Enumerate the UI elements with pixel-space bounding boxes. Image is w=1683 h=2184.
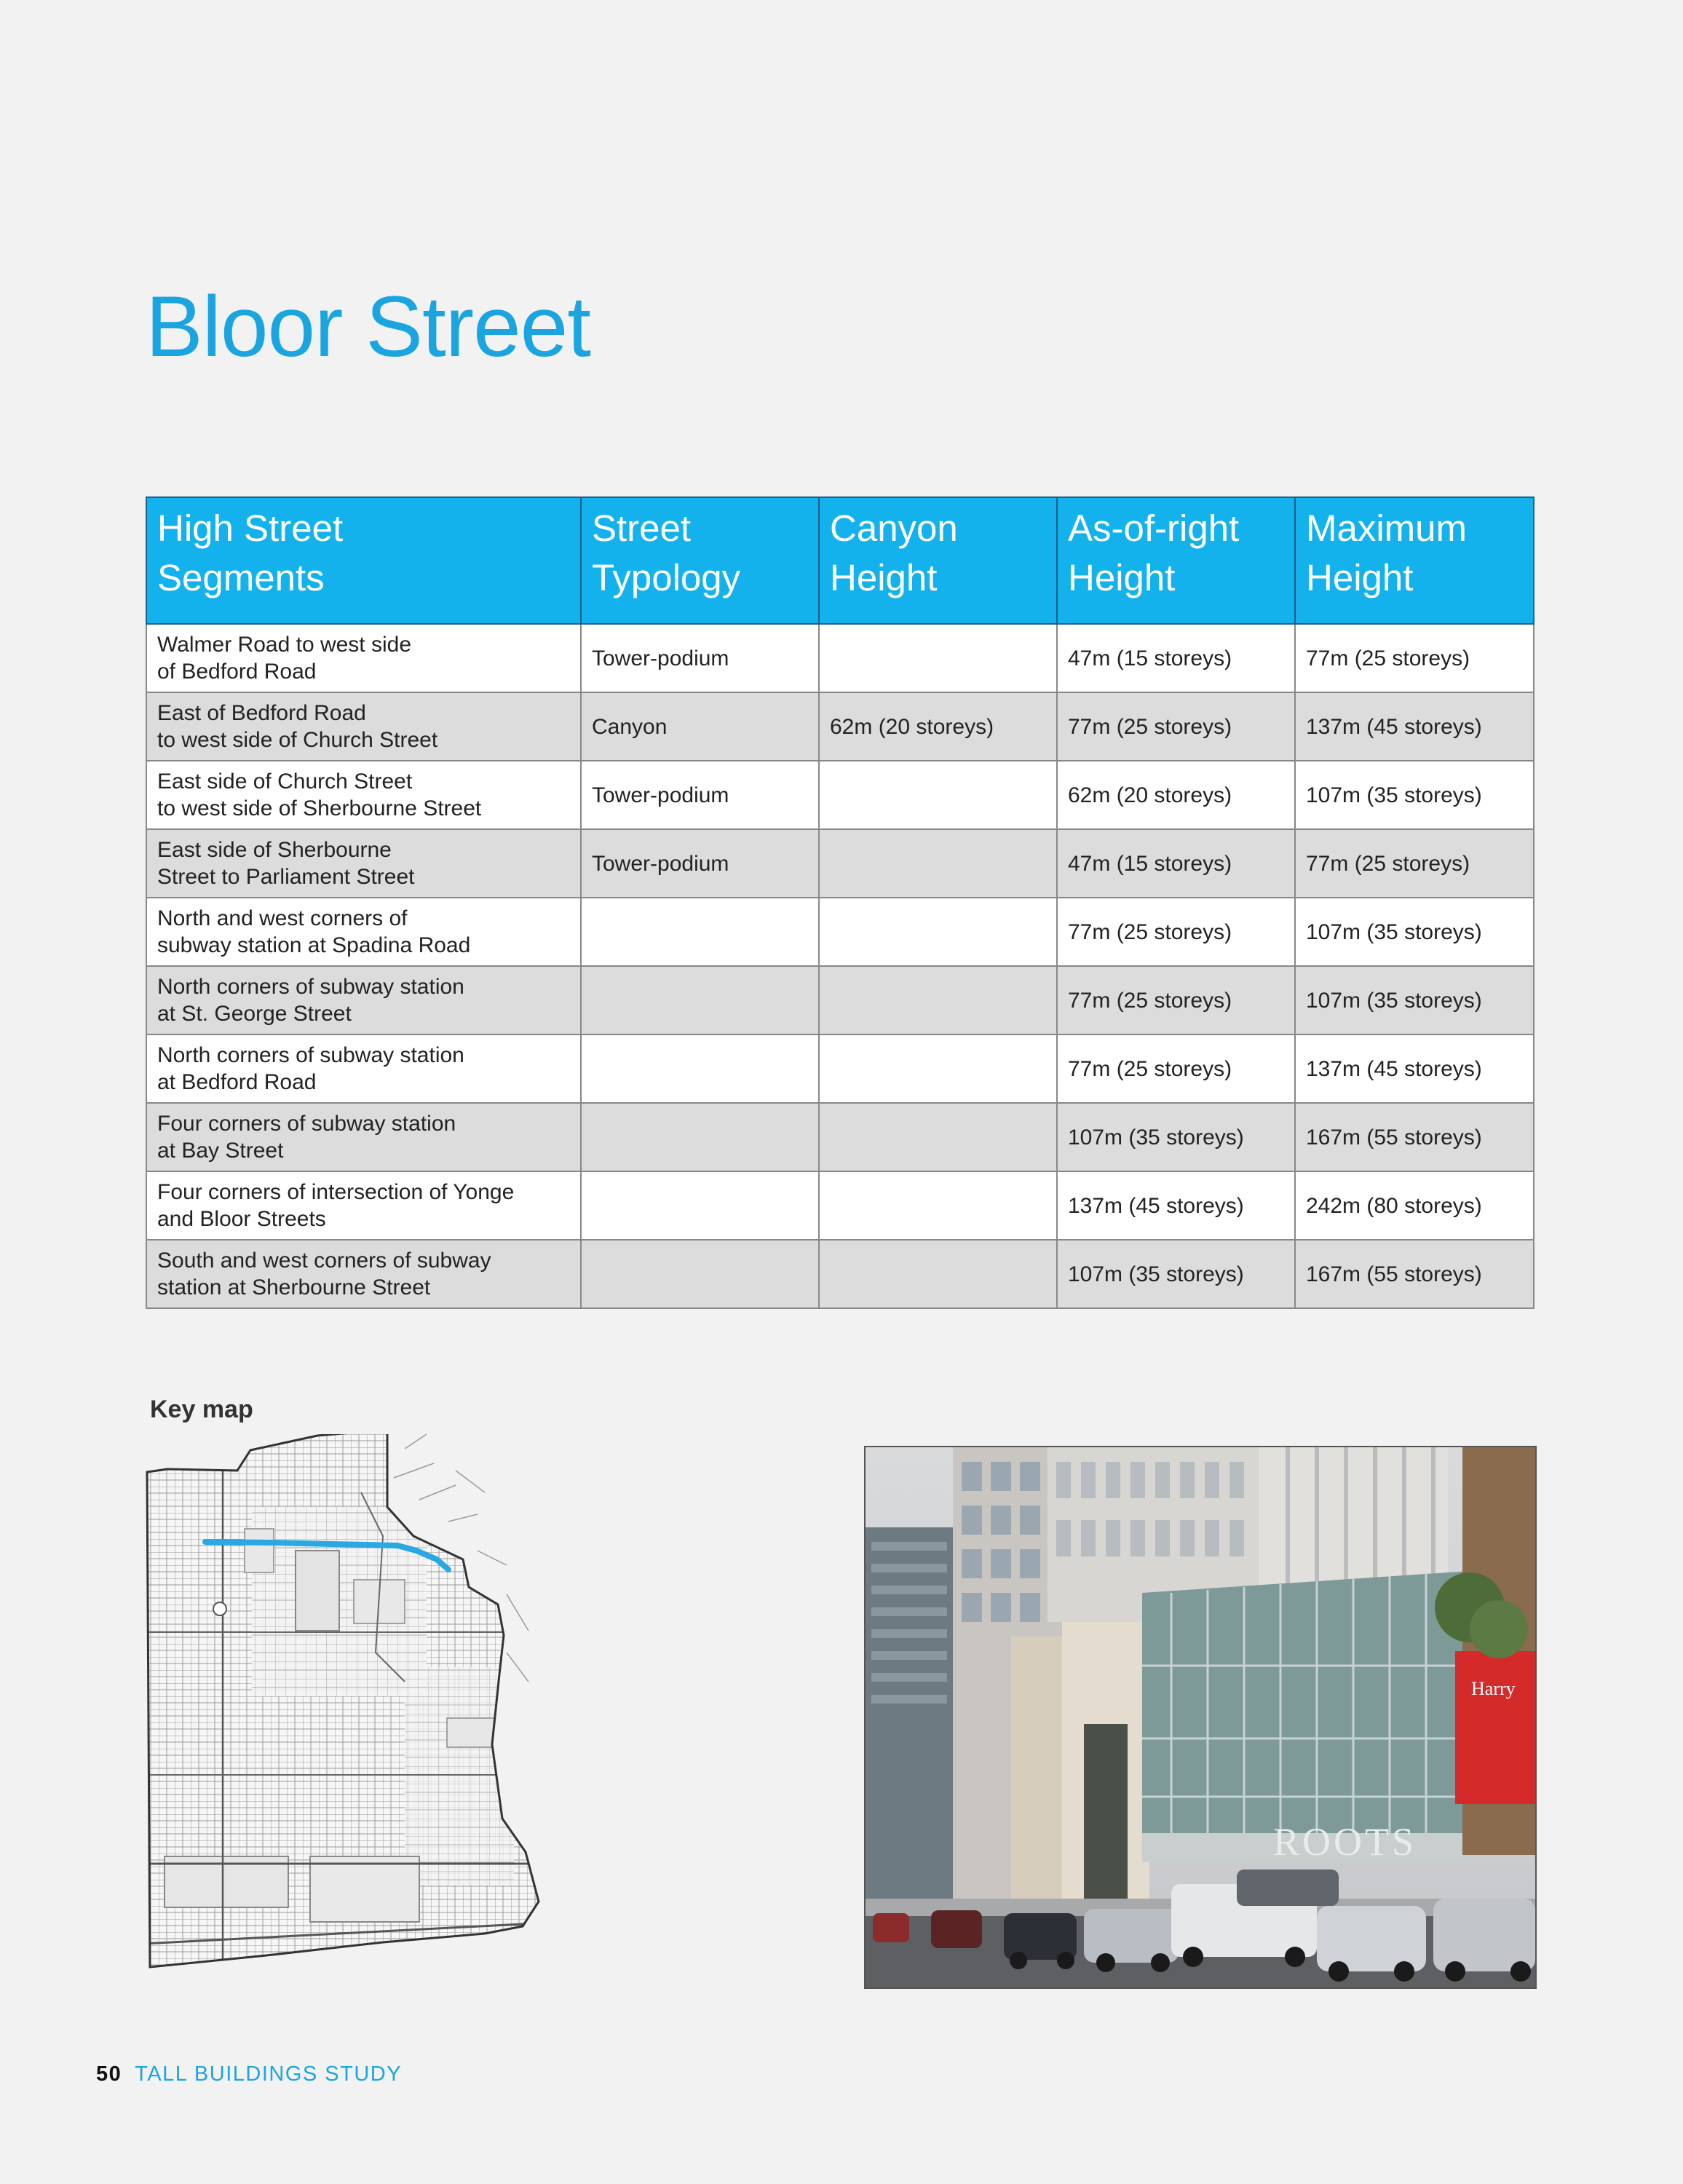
segment-cell: Four corners of subway station at Bay Street [146,1103,581,1171]
typology-cell [581,966,819,1034]
table-row [146,692,1534,761]
table-row [146,1240,1534,1308]
page-title: Bloor Street [146,279,591,375]
header-typology: Street Typology [581,497,819,624]
header-canyon-height: Canyon Height [819,497,1057,624]
heights-table [146,496,1534,1309]
maximum-height-cell: 167m (55 storeys) [1295,1240,1534,1308]
typology-cell: Tower-podium [581,761,819,829]
canyon-height-cell [819,966,1057,1034]
as-of-right-cell: 137m (45 storeys) [1057,1171,1295,1240]
canyon-height-cell [819,898,1057,966]
as-of-right-cell: 107m (35 storeys) [1057,1103,1295,1171]
canyon-height-cell [819,624,1057,692]
header-segments: High Street Segments [146,497,581,624]
typology-cell [581,1103,819,1171]
as-of-right-cell: 77m (25 storeys) [1057,1034,1295,1103]
as-of-right-cell: 77m (25 storeys) [1057,966,1295,1034]
as-of-right-cell: 77m (25 storeys) [1057,692,1295,761]
maximum-height-cell: 167m (55 storeys) [1295,1103,1534,1171]
segment-cell: Four corners of intersection of Yonge and Bloor Streets [146,1171,581,1240]
segment-cell: North corners of subway station at St. George Street [146,966,581,1034]
maximum-height-cell: 107m (35 storeys) [1295,761,1534,829]
maximum-height-cell: 242m (80 storeys) [1295,1171,1534,1240]
table-row [146,1171,1534,1240]
canyon-height-cell [819,1171,1057,1240]
canyon-height-cell [819,1240,1057,1308]
roots-sign: ROOTS [1273,1820,1417,1864]
as-of-right-cell: 77m (25 storeys) [1057,898,1295,966]
table-row [146,898,1534,966]
maximum-height-cell: 107m (35 storeys) [1295,966,1534,1034]
table-row [146,1034,1534,1103]
billboard-text: Harry [1471,1678,1516,1699]
maximum-height-cell: 137m (45 storeys) [1295,1034,1534,1103]
header-as-of-right-height: As-of-right Height [1057,497,1295,624]
maximum-height-cell: 77m (25 storeys) [1295,624,1534,692]
canyon-height-cell: 62m (20 storeys) [819,692,1057,761]
segment-cell: East of Bedford Road to west side of Church Street [146,692,581,761]
table-row [146,1103,1534,1171]
as-of-right-cell: 47m (15 storeys) [1057,829,1295,898]
table-row [146,624,1534,692]
keymap-label: Key map [150,1396,253,1423]
segment-cell: East side of Sherbourne Street to Parliament Street [146,829,581,898]
typology-cell: Tower-podium [581,829,819,898]
segment-cell: North corners of subway station at Bedford Road [146,1034,581,1103]
as-of-right-cell: 62m (20 storeys) [1057,761,1295,829]
typology-cell [581,898,819,966]
publication-title: TALL BUILDINGS STUDY [135,2062,403,2086]
table-row [146,761,1534,829]
page-number: 50 [96,2062,122,2086]
maximum-height-cell: 107m (35 storeys) [1295,898,1534,966]
as-of-right-cell: 107m (35 storeys) [1057,1240,1295,1308]
canyon-height-cell [819,1034,1057,1103]
key-map [143,1434,674,2017]
table-header-row [146,497,1534,624]
segment-cell: East side of Church Street to west side of Sherbourne Street [146,761,581,829]
typology-cell [581,1240,819,1308]
typology-cell: Tower-podium [581,624,819,692]
page-footer [96,2062,402,2086]
table-row [146,829,1534,898]
segment-cell: South and west corners of subway station at Sherbourne Street [146,1240,581,1308]
street-photo [864,1446,1537,1989]
header-maximum-height: Maximum Height [1295,497,1534,624]
segment-cell: North and west corners of subway station at Spadina Road [146,898,581,966]
segment-cell: Walmer Road to west side of Bedford Road [146,624,581,692]
as-of-right-cell: 47m (15 storeys) [1057,624,1295,692]
canyon-height-cell [819,829,1057,898]
typology-cell: Canyon [581,692,819,761]
typology-cell [581,1034,819,1103]
maximum-height-cell: 77m (25 storeys) [1295,829,1534,898]
canyon-height-cell [819,1103,1057,1171]
canyon-height-cell [819,761,1057,829]
maximum-height-cell: 137m (45 storeys) [1295,692,1534,761]
table-row [146,966,1534,1034]
typology-cell [581,1171,819,1240]
